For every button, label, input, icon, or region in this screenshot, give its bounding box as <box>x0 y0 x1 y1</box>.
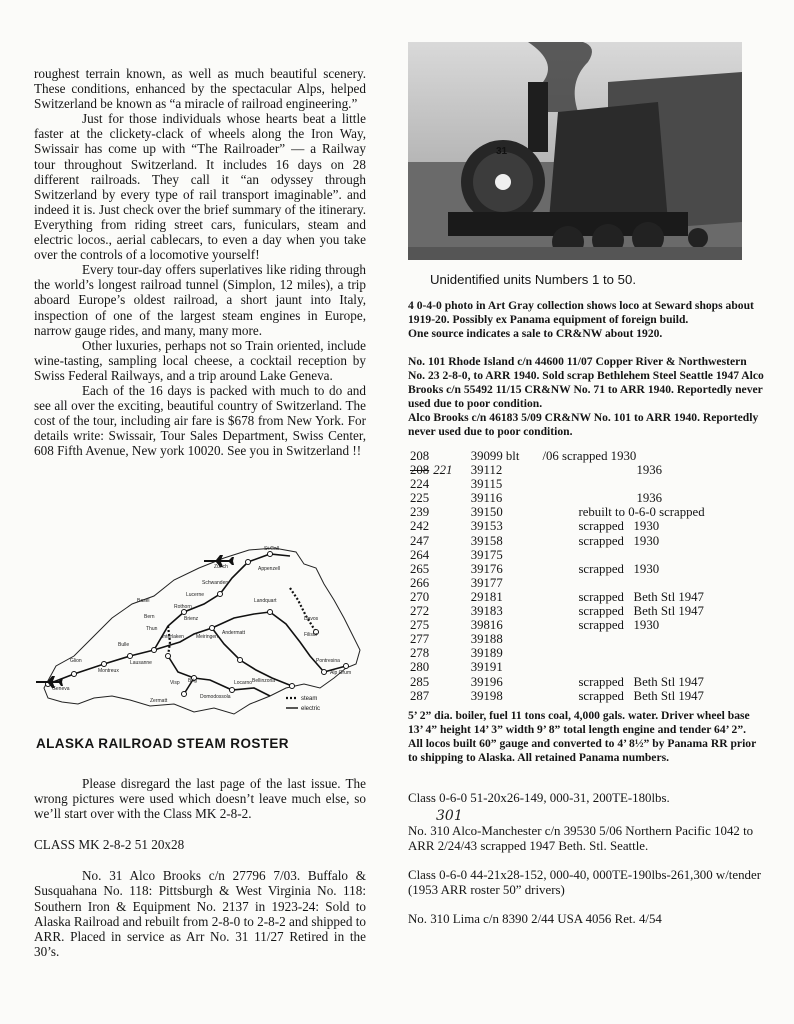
left-column <box>34 66 366 458</box>
roster-number <box>410 632 471 646</box>
roster-number <box>410 604 471 618</box>
svg-text:Zermatt: Zermatt <box>150 698 168 704</box>
paragraph: roughest terrain known, as well as much beautiful scenery. These conditions, enhanced by the spectacular Alps, helped Switzerland be known as “a miracle of railroad engineering.” <box>34 66 366 112</box>
svg-text:Lausanne: Lausanne <box>130 660 152 666</box>
roster-cn: 39183 <box>470 604 503 619</box>
roster-number <box>410 519 471 533</box>
roster-number-text: 266 <box>410 575 430 590</box>
intro-paragraph: Please disregard the last page of the last issue. The wrong pictures were used which doesn’t leave much else, so we’ll start over with the Class MK 2-8-2. <box>34 776 366 822</box>
locomotive-image <box>408 42 742 260</box>
svg-text:Landquart: Landquart <box>254 598 277 604</box>
handwritten-note: 301 <box>436 807 463 824</box>
roster-cn: 39198 <box>470 688 503 703</box>
roster-number-text: 270 <box>410 589 430 604</box>
right-column <box>408 42 764 927</box>
specs-paragraph: All locos built 60” gauge and converted to 4’ 8½” by Panama RR prior to shipping to Alaska. All retained Panama numbers. <box>408 736 757 764</box>
roster-number-text: 272 <box>410 604 430 619</box>
roster-note: scrapped 1930 <box>578 533 660 548</box>
locomotive-photo <box>408 42 742 260</box>
table-row <box>410 675 764 689</box>
roster-cn: 39191 <box>470 660 503 675</box>
table-row <box>410 689 764 703</box>
note-paragraph: One source indicates a sale to CR&NW about 1920. <box>408 327 663 340</box>
svg-text:Andermatt: Andermatt <box>222 630 246 636</box>
roster-number <box>410 491 471 505</box>
table-row <box>410 505 764 519</box>
roster-cn: 29181 <box>470 589 503 604</box>
paragraph: Every tour-day offers superlatives like riding through the world’s longest railroad tunnel (Simplon, 12 miles), a trip aboard Europe’s oldest railroad, a short jaunt into Italy, inspection of one of the largest steam engines in Europe, narrow gauge rides, and many, many more. <box>34 262 366 338</box>
roster-number-text: 280 <box>410 660 430 675</box>
table-row <box>410 632 764 646</box>
roster-note: scrapped 1930 <box>578 561 660 576</box>
svg-text:Bulle: Bulle <box>118 642 130 648</box>
roster-note: 1936 <box>636 491 663 506</box>
table-row <box>410 449 764 463</box>
svg-text:Basel: Basel <box>137 598 150 604</box>
table-row <box>410 463 764 477</box>
roster-cn: 39158 <box>470 533 503 548</box>
roster-number <box>410 463 471 477</box>
roster-number <box>410 660 471 674</box>
roster-number-text: 242 <box>410 519 430 534</box>
specs-block <box>408 709 764 765</box>
electric-routes <box>48 554 346 696</box>
no310-block <box>408 807 764 854</box>
photo-caption: Unidentified units Numbers 1 to 50. <box>430 272 636 287</box>
table-row <box>410 562 764 576</box>
roster-note <box>542 660 764 674</box>
class-060b-line: Class 0-6-0 44-21x28-152, 000-40, 000TE-190lbs-261,300 w/tender (1953 ARR roster 50” drivers) <box>408 867 762 897</box>
roster-number-text: 265 <box>410 561 430 576</box>
svg-text:Bern: Bern <box>144 614 155 620</box>
roster-number <box>410 505 471 519</box>
svg-text:Alp Grum: Alp Grum <box>330 670 352 676</box>
class-060-line: Class 0-6-0 51-20x26-149, 000-31, 200TE-180lbs. <box>408 790 670 805</box>
roster-number <box>410 534 471 548</box>
svg-text:Brienz: Brienz <box>184 616 199 622</box>
roster-number-text: 225 <box>410 491 430 506</box>
roster-intro <box>34 776 366 959</box>
no31-paragraph: No. 31 Alco Brooks c/n 27796 7/03. Buffalo & Susquahana No. 118: Pittsburgh & West Virginia No. 118: Southern Iron & Equipment No. 2137 in 1923-24: Sold to Alaska Railroad and rebuilt from 2-8-0 to 2-8-2 and shipped to ARR. Placed in service as Arr No. 31 11/27 Retired in the 30’s. <box>34 868 366 959</box>
paragraph: Other luxuries, perhaps not so Train oriented, include wine-tasting, sampling local cheese, a cocktail reception by Swiss Federal Railways, and a trip around Lake Geneva. <box>34 337 366 383</box>
roster-number-text: 287 <box>410 688 430 703</box>
svg-text:Pontresina: Pontresina <box>316 658 340 664</box>
roster-number-text: 239 <box>410 505 430 520</box>
roster-number <box>410 646 471 660</box>
roster-number <box>410 449 471 463</box>
roster-number-text: 208 <box>410 463 430 478</box>
roster-number <box>410 477 471 491</box>
table-row <box>410 576 764 590</box>
roster-note <box>542 548 764 562</box>
roster-cn: 39115 <box>470 477 503 492</box>
city-markers <box>46 552 352 697</box>
table-row <box>410 491 764 505</box>
roster-note: scrapped Beth Stl 1947 <box>578 674 704 689</box>
roster-note: scrapped Beth Stl 1947 <box>578 589 704 604</box>
no310-paragraph: No. 310 Alco-Manchester c/n 39530 5/06 Northern Pacific 1042 to ARR 2/24/43 scrapped 1947 Beth. Stl. Seattle. <box>408 823 754 853</box>
svg-text:Geneva: Geneva <box>52 686 70 692</box>
table-row <box>410 548 764 562</box>
svg-text:Brig: Brig <box>188 678 197 684</box>
note-paragraph: 4 0-4-0 photo in Art Gray collection shows loco at Seward shops about 1919-20. Possibly ex Panama equipment of foreign build. <box>408 299 754 326</box>
table-row <box>410 646 764 660</box>
roster-cn: 39189 <box>470 646 503 661</box>
note-paragraph: No. 101 Rhode Island c/n 44600 11/07 Copper River & Northwestern No. 23 2-8-0, to ARR 1940. Sold scrap Bethlehem Steel Seattle 1947 Alco Brooks c/n 55492 11/15 CR&NW No. 71 to ARR 1940. Reportedly never used due to poor condition. <box>408 355 764 410</box>
svg-text:Visp: Visp <box>170 680 180 686</box>
roster-note: rebuilt to 0-6-0 scrapped <box>578 505 705 520</box>
roster-body <box>410 449 764 703</box>
table-row <box>410 590 764 604</box>
svg-text:St.Gall: St.Gall <box>264 546 280 552</box>
number-plate: 31 <box>496 146 508 157</box>
table-row <box>410 660 764 674</box>
roster-cn: 39153 <box>470 519 503 534</box>
switzerland-rail-map <box>34 538 364 720</box>
roster-number-text: 277 <box>410 632 430 647</box>
legend-steam-label: steam <box>301 696 318 702</box>
map-graphic <box>34 538 364 720</box>
svg-text:Zurich: Zurich <box>214 564 228 570</box>
roster-table <box>410 449 764 703</box>
roster-number <box>410 576 471 590</box>
paragraph: Each of the 16 days is packed with much to do and see all over the exciting, beautiful country of Switzerland. The cost of the tour, including air fare is $678 from New York. For details write: Swissair, Tour Sales Department, Swiss Center, 608 Fifth Avenue, New york 10020. See you in Switzerland !! <box>34 382 366 459</box>
svg-text:Meiringen: Meiringen <box>196 634 218 640</box>
roster-number <box>410 618 471 632</box>
roster-cn: 39188 <box>470 632 503 647</box>
roster-note: /06 scrapped 1930 <box>542 449 637 463</box>
roster-cn: 39816 <box>470 618 503 633</box>
table-row <box>410 604 764 618</box>
roster-note: scrapped Beth Stl 1947 <box>578 604 704 619</box>
roster-number-text: 208 <box>410 449 430 463</box>
section-title: ALASKA RAILROAD STEAM ROSTER <box>36 736 289 751</box>
article-body <box>34 66 366 458</box>
roster-note: scrapped 1930 <box>578 519 660 534</box>
map-labels <box>52 546 351 704</box>
roster-note: scrapped 1930 <box>578 618 660 633</box>
paragraph: Just for those individuals whose hearts beat a little faster at the clickety-clack of wheels along the Iron Way, Swissair has come up with “The Railroader” — a Railway tour throughout Switzerland. It includes 16 days on 28 different railroads. They call it “an odyssey through Switzerland by every type of rail transport imaginable”. and indeed it is. Just check over the brief summary of the itinerary. Everything from riding street cars, funiculars, steam and electric locos., aerial cablecars, to even a day when you take over the controls of a locomotive yourself! <box>34 111 366 263</box>
roster-number <box>410 548 471 562</box>
svg-text:Bellinzona: Bellinzona <box>252 678 276 684</box>
roster-cn: 39175 <box>470 547 503 562</box>
specs-paragraph: 5’ 2” dia. boiler, fuel 11 tons coal, 4,000 gals. water. Driver wheel base 13’ 4” height 14’ 3” width 9’ 8” total length engine and tender 64’ 2”. <box>408 708 750 736</box>
roster-number <box>410 590 471 604</box>
svg-text:Appenzell: Appenzell <box>258 566 280 572</box>
roster-number <box>410 562 471 576</box>
roster-number-text: 275 <box>410 618 430 633</box>
class-heading: CLASS MK 2-8-2 51 20x28 <box>34 837 185 853</box>
roster-note <box>542 646 764 660</box>
roster-note <box>542 632 764 646</box>
svg-text:Schwanden: Schwanden <box>202 580 229 586</box>
roster-note <box>542 477 764 491</box>
legend-electric-label: electric <box>301 706 321 712</box>
roster-number-text: 264 <box>410 547 430 562</box>
roster-cn: 39116 <box>470 491 503 506</box>
table-row <box>410 618 764 632</box>
roster-number-text: 278 <box>410 646 430 661</box>
table-row <box>410 534 764 548</box>
roster-cn: 39150 <box>470 505 503 520</box>
table-row <box>410 519 764 533</box>
svg-text:Montreux: Montreux <box>98 668 119 674</box>
roster-cn: 39196 <box>470 674 503 689</box>
last-line: No. 310 Lima c/n 8390 2/44 USA 4056 Ret. 4/54 <box>408 911 662 926</box>
table-row <box>410 477 764 491</box>
roster-note: 1936 <box>636 463 663 478</box>
roster-note: scrapped Beth Stl 1947 <box>578 688 704 703</box>
svg-text:Interlaken: Interlaken <box>162 634 184 640</box>
svg-text:Davos: Davos <box>304 616 319 622</box>
roster-note <box>542 576 764 590</box>
svg-text:Lucerne: Lucerne <box>186 592 205 598</box>
steam-routes <box>168 588 316 656</box>
roster-number <box>410 689 471 703</box>
roster-cn: 39099 blt <box>470 449 520 463</box>
note-paragraph: Alco Brooks c/n 46183 5/09 CR&NW No. 101 to ARR 1940. Reportedly never used due to poor condition. <box>408 411 759 438</box>
roster-number-text: 247 <box>410 533 430 548</box>
svg-text:Locarno: Locarno <box>234 680 253 686</box>
svg-text:Rothorn: Rothorn <box>174 604 192 610</box>
roster-number-text: 224 <box>410 477 430 492</box>
roster-number-text: 285 <box>410 674 430 689</box>
notes-block <box>408 299 764 439</box>
svg-text:Glion: Glion <box>70 658 82 664</box>
svg-text:Thun: Thun <box>146 626 158 632</box>
roster-number <box>410 675 471 689</box>
map-legend <box>286 696 320 712</box>
roster-cn: 39112 <box>470 463 503 478</box>
svg-text:Filisur: Filisur <box>304 632 318 638</box>
roster-cn: 39177 <box>470 575 503 590</box>
handwritten-correction: 221 <box>433 463 453 478</box>
svg-text:Domodossola: Domodossola <box>200 694 231 700</box>
roster-cn: 39176 <box>470 561 503 576</box>
